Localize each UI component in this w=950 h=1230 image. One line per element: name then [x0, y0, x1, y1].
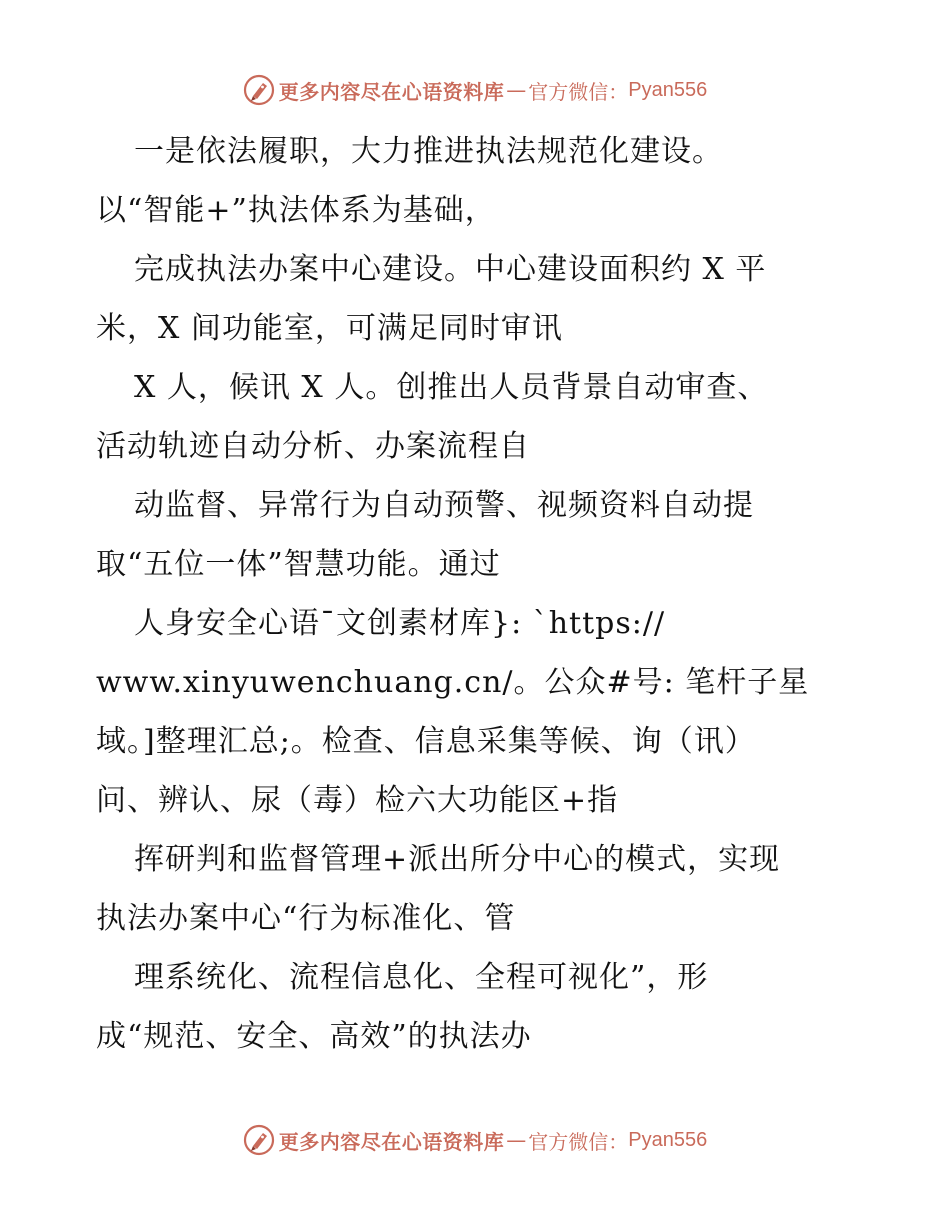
text-line: www.xinyuwenchuang.cn/。公众#号: 笔杆子星 [96, 665, 810, 700]
pen-nib-logo-icon [243, 74, 275, 106]
text-line: 完成执法办案中心建设。中心建设面积约 X 平 [134, 252, 767, 287]
text-line: X 人，候讯 X 人。创推出人员背景自动审查、 [134, 370, 769, 405]
watermark-banner-content[interactable] [243, 74, 707, 106]
text-line: 域。]整理汇总;。检查、信息采集等候、询（讯） [96, 724, 756, 759]
body-text [96, 122, 856, 1066]
text-line: 问、辨认、尿（毒）检六大功能区+指 [96, 783, 619, 818]
watermark-dash: — [506, 1128, 527, 1152]
text-line: 动监督、异常行为自动预警、视频资料自动提 [134, 488, 754, 523]
wechat-id: Pyan556 [628, 1128, 708, 1151]
watermark-banner-bottom [0, 1120, 950, 1160]
text-line: 人身安全心语¯文创素材库}: `https:// [134, 606, 666, 641]
wechat-label: 官方微信： [528, 1129, 629, 1154]
text-line: 成“规范、安全、高效”的执法办 [96, 1019, 532, 1054]
text-line: 挥研判和监督管理+派出所分中心的模式，实现 [134, 842, 781, 877]
text-line: 执法办案中心“行为标准化、管 [96, 901, 516, 936]
watermark-banner-content[interactable] [243, 1124, 707, 1156]
pen-nib-logo-icon [243, 1124, 275, 1156]
text-line: 活动轨迹自动分析、办案流程自 [96, 429, 530, 464]
text-line: 理系统化、流程信息化、全程可视化”，形 [134, 960, 709, 995]
watermark-text: 更多内容尽在心语资料库 [278, 1129, 505, 1154]
text-line: 一是依法履职，大力推进执法规范化建设。 [134, 134, 723, 169]
watermark-dash: — [506, 78, 527, 102]
watermark-banner-top [0, 70, 950, 110]
watermark-text: 更多内容尽在心语资料库 [278, 79, 505, 104]
wechat-id: Pyan556 [628, 78, 708, 101]
text-line: 取“五位一体”智慧功能。通过 [96, 547, 501, 582]
text-line: 以“智能+”执法体系为基础， [96, 193, 496, 228]
wechat-label: 官方微信： [528, 79, 629, 104]
text-line: 米，X 间功能室，可满足同时审讯 [96, 311, 563, 346]
